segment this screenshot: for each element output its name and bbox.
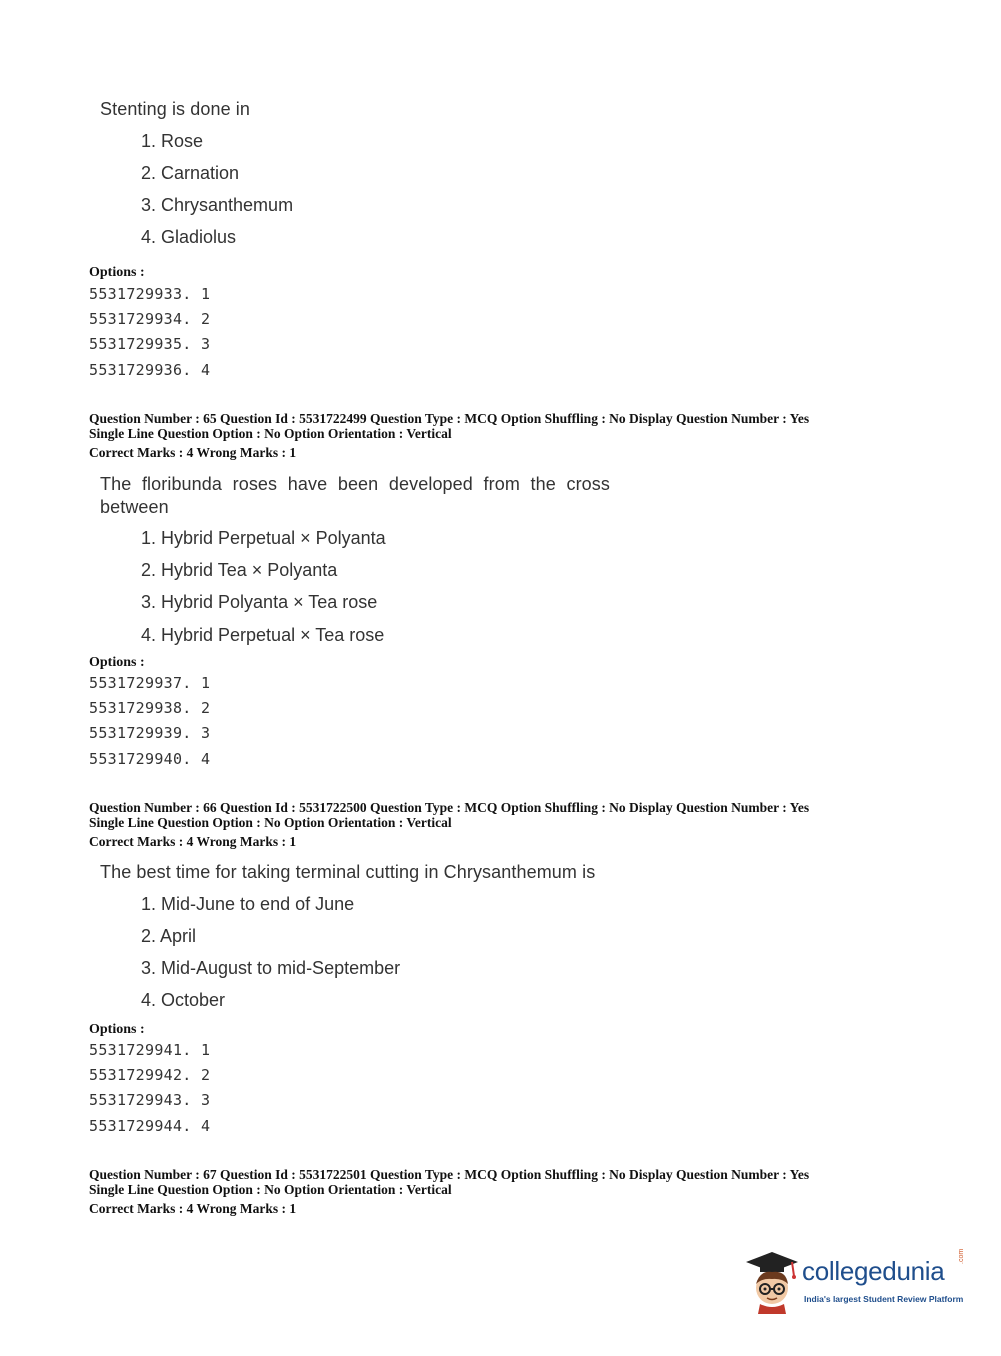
options-label: Options :	[89, 265, 145, 280]
option-id-row: 5531729939. 3	[89, 724, 211, 742]
question-meta-line: Question Number : 65 Question Id : 5531722499 Question Type : MCQ Option Shuffling : No Display Question Number : Yes	[89, 411, 810, 426]
logo-wordmark: collegedunia	[802, 1256, 945, 1286]
option-id-row: 5531729935. 3	[89, 335, 211, 353]
option-id-row: 5531729936. 4	[89, 361, 211, 379]
options-label: Options :	[89, 1022, 145, 1037]
choice-item: 4. October	[141, 990, 226, 1010]
choice-item: 1. Mid-June to end of June	[141, 894, 355, 914]
choice-item: 4. Gladiolus	[141, 227, 237, 247]
option-id-row: 5531729942. 2	[89, 1066, 211, 1084]
option-id-row: 5531729933. 1	[89, 285, 211, 303]
choice-item: 2. Carnation	[141, 163, 240, 183]
marks-line: Correct Marks : 4 Wrong Marks : 1	[89, 1201, 297, 1216]
choice-item: 3. Mid-August to mid-September	[141, 958, 401, 978]
choice-item: 2. Hybrid Tea × Polyanta	[141, 560, 338, 580]
options-label: Options :	[89, 655, 145, 670]
question-text: The best time for taking terminal cutting in Chrysanthemum is	[100, 862, 596, 882]
question-meta-line: Single Line Question Option : No Option Orientation : Vertical	[89, 815, 452, 830]
option-id-row: 5531729934. 2	[89, 310, 211, 328]
logo-tagline: India's largest Student Review Platform	[804, 1294, 964, 1304]
choice-item: 3. Hybrid Polyanta × Tea rose	[141, 592, 378, 612]
choice-item: 2. April	[141, 926, 197, 946]
question-meta-line: Question Number : 67 Question Id : 5531722501 Question Type : MCQ Option Shuffling : No Display Question Number : Yes	[89, 1167, 810, 1182]
option-id-row: 5531729938. 2	[89, 699, 211, 717]
question-text: Stenting is done in	[100, 99, 251, 119]
choice-item: 3. Chrysanthemum	[141, 195, 294, 215]
option-id-row: 5531729941. 1	[89, 1041, 211, 1059]
choice-item: 1. Hybrid Perpetual × Polyanta	[141, 528, 386, 548]
option-id-row: 5531729943. 3	[89, 1091, 211, 1109]
option-id-row: 5531729940. 4	[89, 750, 211, 768]
question-meta-line: Single Line Question Option : No Option Orientation : Vertical	[89, 426, 452, 441]
graduate-mascot-icon	[742, 1248, 802, 1314]
question-text: The floribunda roses have been developed from the cross between	[100, 474, 610, 517]
collegedunia-logo[interactable]	[742, 1248, 972, 1318]
option-id-row: 5531729944. 4	[89, 1117, 211, 1135]
question-meta-line: Question Number : 66 Question Id : 5531722500 Question Type : MCQ Option Shuffling : No Display Question Number : Yes	[89, 800, 810, 815]
question-meta	[89, 800, 809, 830]
logo-domain-suffix: .com	[958, 1248, 965, 1264]
choice-item: 1. Rose	[141, 131, 204, 151]
marks-line: Correct Marks : 4 Wrong Marks : 1	[89, 445, 297, 460]
option-id-row: 5531729937. 1	[89, 674, 211, 692]
question-meta	[89, 411, 809, 441]
question-meta	[89, 1167, 809, 1197]
question-meta-line: Single Line Question Option : No Option Orientation : Vertical	[89, 1182, 452, 1197]
choice-item: 4. Hybrid Perpetual × Tea rose	[141, 625, 385, 645]
marks-line: Correct Marks : 4 Wrong Marks : 1	[89, 834, 297, 849]
